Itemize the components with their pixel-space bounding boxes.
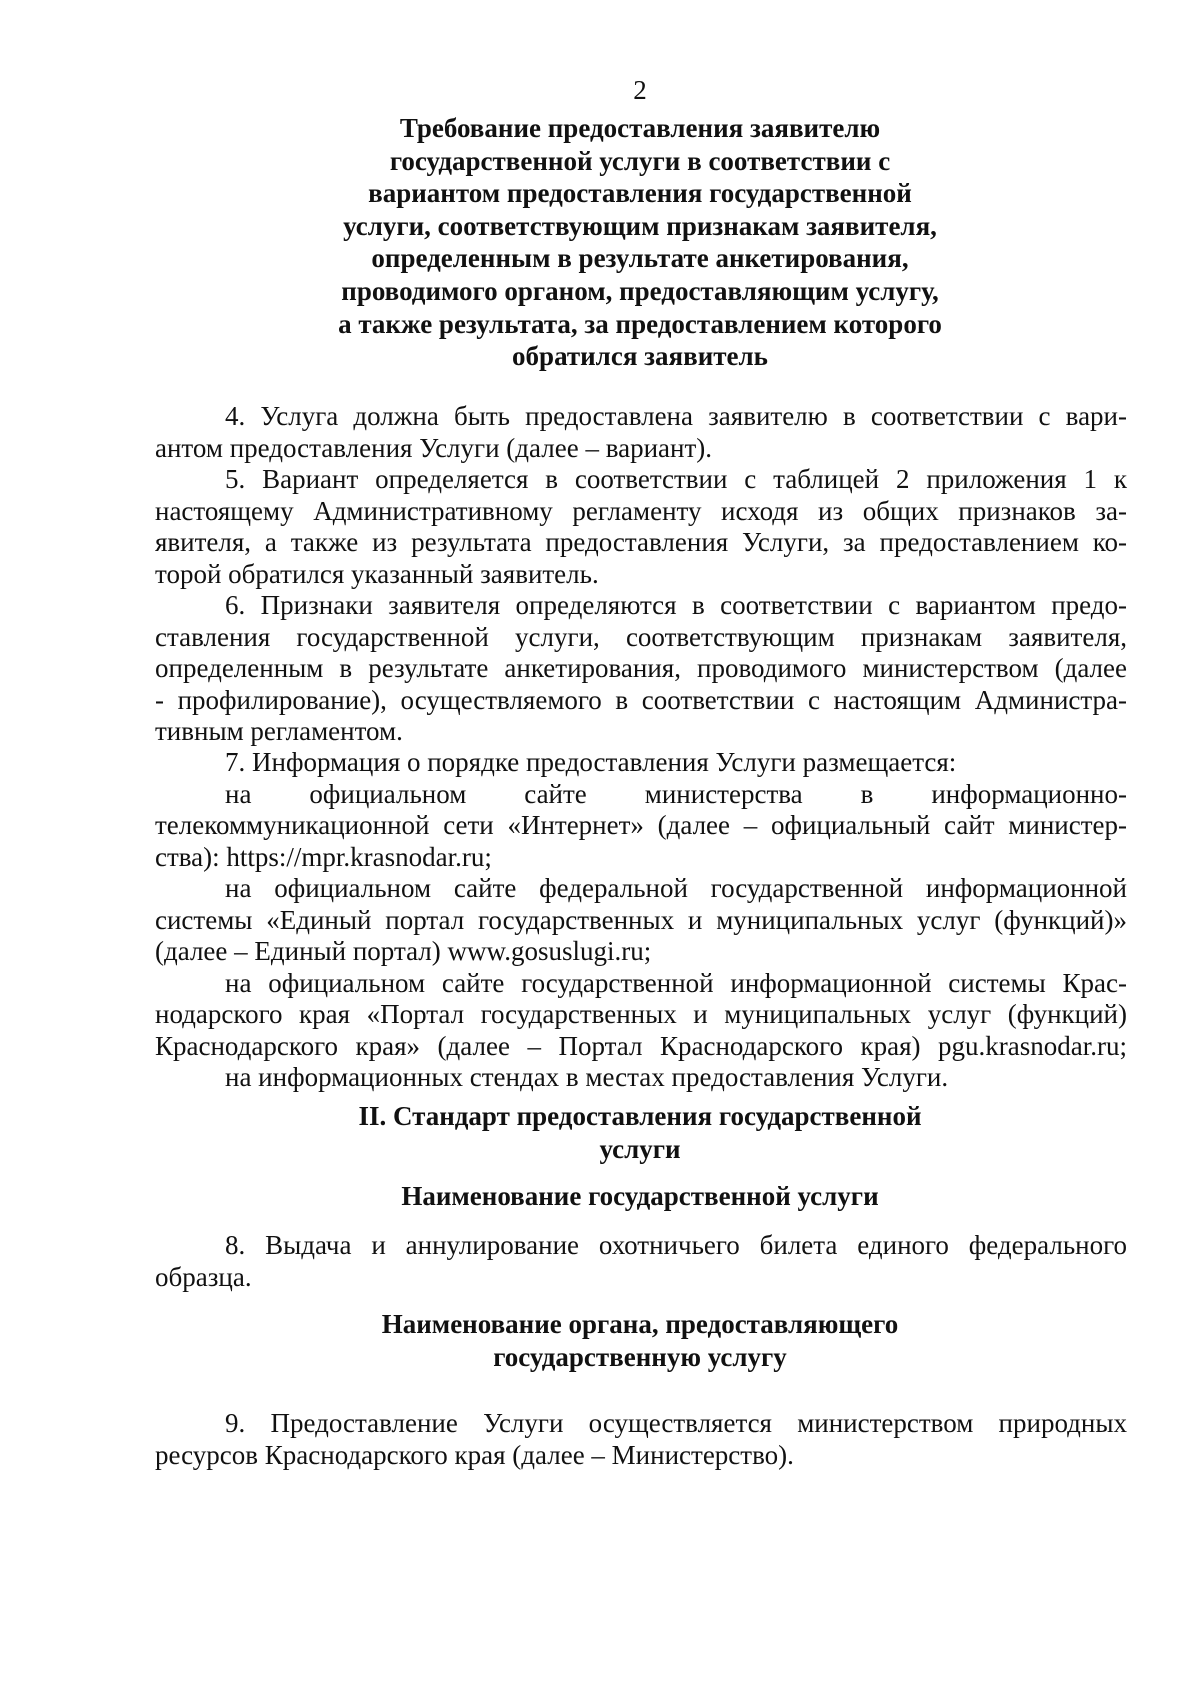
paragraph-line: 5. Вариант определяется в соответствии с таблицей 2 приложения 1 к [225,464,1127,494]
heading-line: проводимого органом, предоставляющим услугу, [341,275,939,306]
heading-authority [150,1308,1130,1373]
heading-requirement [150,112,1130,373]
heading-line: Наименование государственной услуги [401,1181,879,1211]
paragraph-6 [155,590,1127,748]
paragraph-line: 8. Выдача и аннулирование охотничьего билета единого федерального [225,1230,1127,1260]
heading-line: услуги [599,1133,681,1164]
paragraph-9 [155,1408,1127,1471]
paragraph-7 [155,747,1127,1094]
heading-line: определенным в результате анкетирования, [371,243,909,274]
paragraph-line: на официальном сайте государственной информационной системы Крас- [225,967,1127,998]
paragraph-line: ставления государственной услуги, соответствующим признакам заявителя, [155,621,1127,652]
heading-line: государственную услугу [493,1341,787,1372]
section-2-title [150,1100,1130,1165]
heading-line: Требование предоставления заявителю [399,113,881,143]
paragraph-line: тивным регламентом. [155,716,403,746]
heading-line: услуги, соответствующим признакам заявителя, [343,210,937,241]
heading-service-name [150,1180,1130,1213]
paragraph-line: ресурсов Краснодарского края (далее – Министерство). [155,1439,794,1470]
paragraph-line: на информационных стендах в местах предоставления Услуги. [225,1062,949,1092]
heading-line: II. Стандарт предоставления государственной [358,1101,922,1131]
paragraph-line: на официальном сайте министерства в информационно- [225,778,1127,809]
paragraph-4 [155,401,1127,464]
heading-line: вариантом предоставления государственной [368,178,912,209]
paragraph-line: 6. Признаки заявителя определяются в соответствии с вариантом предо- [225,590,1127,620]
paragraph-line: 7. Информация о порядке предоставления Услуги размещается: [225,747,957,777]
paragraph-line: настоящему Административному регламенту исходя из общих признаков за- [155,495,1127,526]
paragraph-line: ства): https://mpr.krasnodar.ru; [155,841,492,872]
paragraph-line: явителя, а также из результата предоставления Услуги, за предоставлением ко- [155,527,1127,557]
paragraph-line: нодарского края «Портал государственных и муниципальных услуг (функций) [155,999,1127,1029]
paragraph-line: антом предоставления Услуги (далее – вариант). [155,432,712,463]
paragraph-line: системы «Единый портал государственных и муниципальных услуг (функций)» [155,904,1127,935]
heading-line: обратился заявитель [512,341,768,372]
paragraph-line: определенным в результате анкетирования, проводимого министерством (далее [155,653,1127,683]
paragraph-line: - профилирование), осуществляемого в соответствии с настоящим Администра- [155,684,1127,715]
paragraph-line: 9. Предоставление Услуги осуществляется министерством природных [225,1408,1127,1438]
paragraph-line: 4. Услуга должна быть предоставлена заявителю в соответствии с вари- [225,401,1127,431]
paragraph-line: (далее – Единый портал) www.gosuslugi.ru; [155,936,652,966]
paragraph-line: торой обратился указанный заявитель. [155,558,599,589]
paragraph-line: телекоммуникационной сети «Интернет» (далее – официальный сайт министер- [155,810,1127,840]
paragraph-8 [155,1230,1127,1293]
heading-line: государственной услуги в соответствии с [389,145,891,176]
heading-line: а также результата, за предоставлением которого [338,308,942,339]
heading-line: Наименование органа, предоставляющего [381,1309,899,1339]
paragraph-line: образца. [155,1261,252,1292]
page-number: 2 [633,75,647,105]
paragraph-line: на официальном сайте федеральной государственной информационной [225,873,1127,903]
paragraph-5 [155,464,1127,590]
paragraph-line: Краснодарского края» (далее – Портал Краснодарского края) pgu.krasnodar.ru; [155,1030,1127,1061]
